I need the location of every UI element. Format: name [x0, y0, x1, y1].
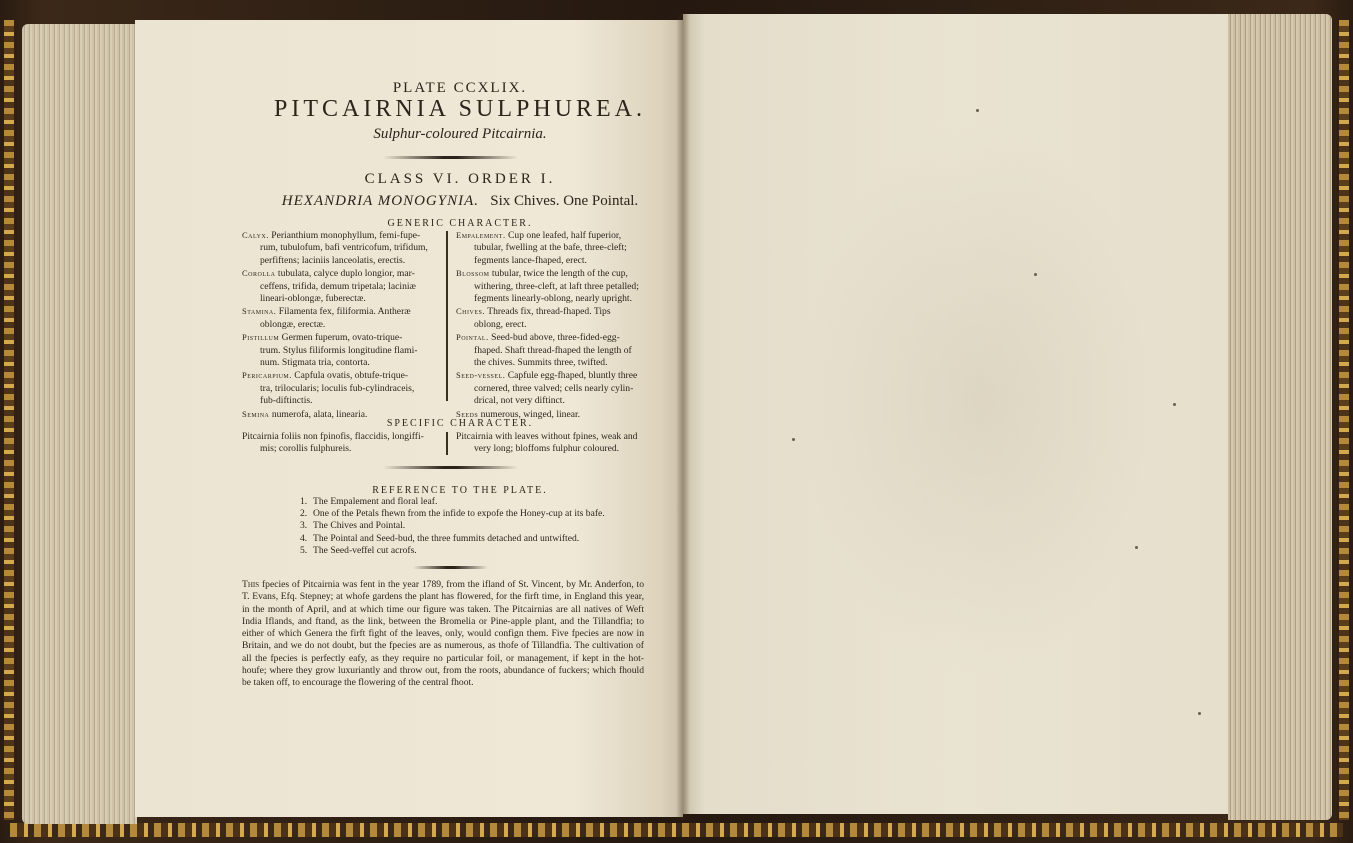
- text-line: Pitcairnia foliis non fpinofis, flaccidis, longiffi-: [242, 431, 424, 442]
- plate-show-through: [800, 120, 1160, 680]
- text-line: ceffens, trifida, demum tripetala; laciniæ: [260, 280, 416, 292]
- text-line: trum. Stylus filiformis longitudine flami-: [260, 344, 418, 356]
- plate-title: PITCAIRNIA SULPHUREA.: [273, 96, 647, 122]
- paper-speck: [1135, 546, 1138, 549]
- generic-latin-entry: Pericarpium. Capfula ovatis, obtufe-trique-: [242, 370, 409, 382]
- paper-speck: [1198, 712, 1201, 715]
- generic-english-column: [456, 229, 652, 421]
- generic-english-entry: Empalement. Cup one leafed, half fuperior,: [456, 230, 622, 241]
- generic-english-entry: Chives. Threads fix, thread-fhaped. Tips: [456, 306, 611, 318]
- text-line: fub-diftinctis.: [260, 395, 313, 407]
- reference-item: 2. One of the Petals fhewn from the infide to expofe the Honey-cup at its bafe.: [300, 508, 605, 520]
- plate-subtitle: Sulphur-coloured Pitcairnia.: [373, 126, 547, 142]
- specific-english: [456, 431, 652, 456]
- text-line: oblongæ, erectæ.: [260, 318, 326, 330]
- plate-number: PLATE CCXLIX.: [392, 80, 528, 96]
- gilt-border-left: [4, 20, 14, 820]
- generic-english-entry: Seed-vessel. Capfule egg-fhaped, bluntly three: [456, 370, 638, 382]
- reference-list: [300, 496, 605, 557]
- text-line: fegments linearly-oblong, nearly upright.: [474, 293, 632, 305]
- generic-english-entry: Seeds numerous, winged, linear.: [456, 408, 581, 420]
- text-line: lineari-oblongæ, fuberectæ.: [260, 293, 366, 305]
- text-line: drical, not very diftinct.: [474, 395, 565, 407]
- text-line: fegments lance-fhaped, erect.: [474, 254, 587, 266]
- book-gutter: [676, 14, 690, 820]
- generic-latin-entry: Stamina. Filamenta fex, filiformia. Antheræ: [242, 306, 411, 318]
- text-line: the chives. Summits three, twifted.: [474, 357, 608, 369]
- classification-line: [200, 193, 720, 210]
- generic-heading: GENERIC CHARACTER.: [387, 218, 533, 229]
- specific-latin: [242, 431, 438, 456]
- classification-english: Six Chives. One Pointal.: [490, 193, 639, 209]
- text-line: fhaped. Shaft thread-fhaped the length of: [474, 344, 632, 356]
- text-line: tra, trilocularis; loculis fub-cylindraceis,: [260, 382, 415, 394]
- ornamental-rule: [413, 566, 488, 569]
- paper-speck: [792, 438, 795, 441]
- text-line: perfiftens; laciniis lanceolatis, erectis.: [260, 254, 406, 266]
- reference-item: 3. The Chives and Pointal.: [300, 520, 406, 532]
- page-edges-left: [22, 24, 137, 824]
- generic-latin-entry: Pistillum Germen fuperum, ovato-trique-: [242, 332, 403, 344]
- column-divider: [446, 432, 448, 455]
- reference-heading: REFERENCE TO THE PLATE.: [372, 485, 548, 496]
- column-divider: [446, 231, 448, 401]
- gilt-border-bottom: [10, 823, 1343, 837]
- generic-latin-entry: Corolla tubulata, calyce duplo longior, mar-: [242, 268, 415, 280]
- class-order: CLASS VI. ORDER I.: [364, 171, 556, 187]
- page-edges-right: [1228, 14, 1332, 820]
- generic-english-entry: Blossom tubular, twice the length of the cup,: [456, 268, 628, 280]
- text-line: withering, three-cleft, at laft three petalled;: [474, 280, 639, 292]
- generic-english-entry: Pointal. Seed-bud above, three-fided-egg-: [456, 332, 620, 344]
- paper-speck: [976, 109, 979, 112]
- reference-item: 5. The Seed-veffel cut acrofs.: [300, 544, 417, 556]
- specific-heading: SPECIFIC CHARACTER.: [386, 418, 534, 429]
- right-page-blank: [683, 14, 1228, 814]
- text-line: tubular, fwelling at the bafe, three-cleft;: [474, 242, 627, 254]
- text-line: rum, tubulofum, bafi ventricofum, trifidum,: [260, 242, 428, 254]
- text-line: mis; corollis fulphureis.: [260, 443, 352, 455]
- text-line: cornered, three valved; cells nearly cylin-: [474, 382, 634, 394]
- generic-latin-entry: Calyx. Perianthium monophyllum, femi-fupe-: [242, 230, 421, 241]
- classification-latin: HEXANDRIA MONOGYNIA.: [281, 193, 480, 209]
- generic-latin-column: [242, 229, 438, 421]
- text-line: very long; bloffoms fulphur coloured.: [474, 443, 620, 455]
- description-paragraph: This fpecies of Pitcairnia was fent in the year 1789, from the ifland of St. Vincent, by Mr. Anderfon, to T. Evans, Efq. Stepney; at whofe gardens the plant has flowered, for the firft time, in England this year, in the month of April, and at which time our figure was taken. The Pitcairnias are all natives of Weft India Iflands, and ftand, as the link, between the Bromelia or Pine-apple plant, and the Tillandfia; to either of which Genera the firft fight of the leaves, only, would confign them. Five fpecies are now in Britain, and we do not doubt, but the fpecies are as numerous, as thofe of Tillandfia. The cultivation of all the fpecies is perfectly eafy, as they require no particular foil, or management, if kept in the hot-houfe; where they grow luxuriantly and throw out, from the roots, abundance of fuckers; which fhould be taken off, to encourage the flowering of the central fhoot.: [242, 579, 644, 689]
- text-line: num. Stigmata tria, contorta.: [260, 357, 370, 369]
- generic-latin-entry: Semina numerofa, alata, linearia.: [242, 408, 368, 420]
- reference-item: 1. The Empalement and floral leaf.: [300, 496, 438, 507]
- paper-speck: [1034, 273, 1037, 276]
- gilt-border-right: [1339, 20, 1349, 820]
- paper-speck: [1173, 403, 1176, 406]
- text-line: Pitcairnia with leaves without fpines, weak and: [456, 431, 638, 442]
- text-line: oblong, erect.: [474, 318, 527, 330]
- ornamental-rule: [383, 466, 518, 469]
- ornamental-rule: [383, 156, 518, 159]
- reference-item: 4. The Pointal and Seed-bud, the three fummits detached and untwifted.: [300, 532, 580, 544]
